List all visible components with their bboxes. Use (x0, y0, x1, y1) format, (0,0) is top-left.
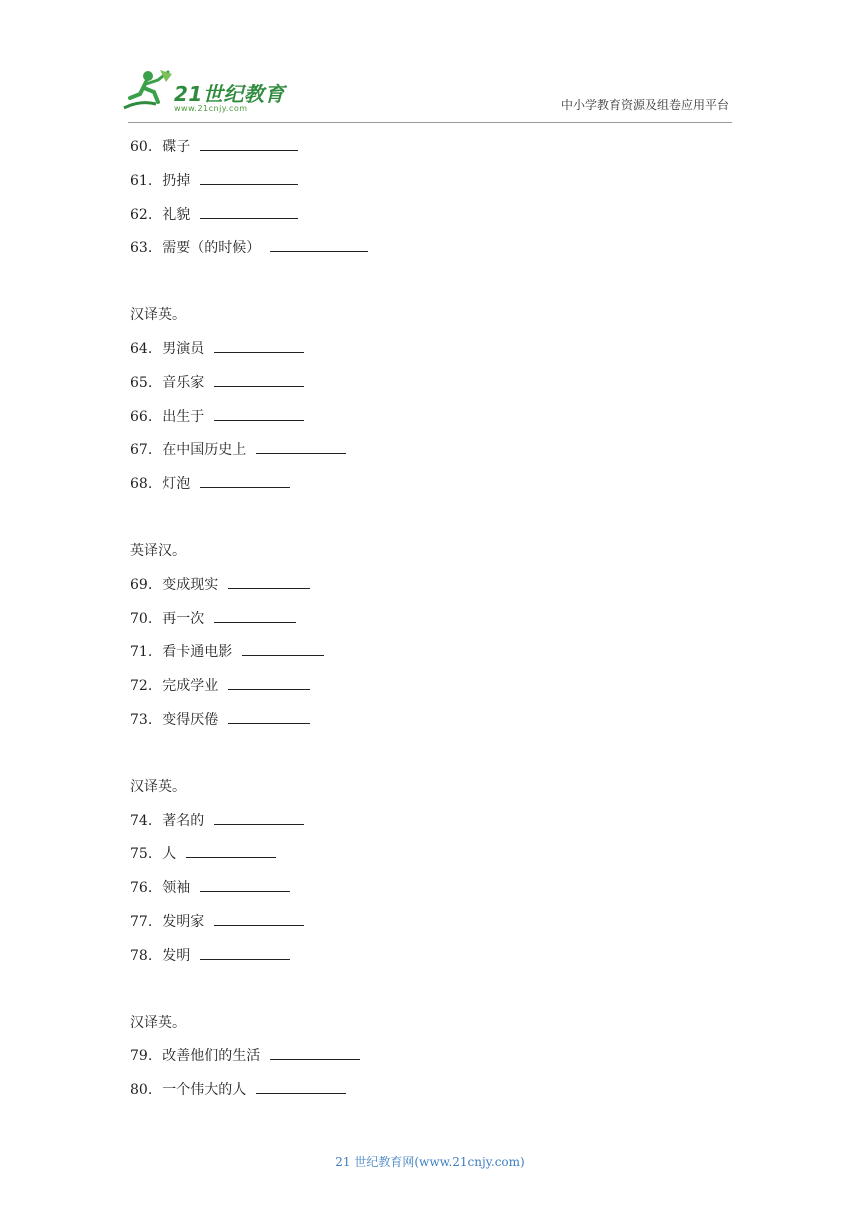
exercise-item (130, 943, 730, 977)
item-prompt: 完成学业 (162, 678, 219, 695)
item-prompt: 再一次 (162, 610, 205, 627)
item-number: 61. (130, 172, 153, 189)
item-number: 67. (130, 442, 153, 459)
item-prompt: 变成现实 (162, 576, 219, 593)
item-number: 64. (130, 340, 153, 357)
answer-blank[interactable] (214, 915, 304, 926)
item-number: 66. (130, 408, 153, 425)
exercise-item (130, 875, 730, 909)
exercise-item (130, 471, 730, 505)
answer-blank[interactable] (200, 477, 290, 488)
item-prompt: 礼貌 (162, 206, 191, 223)
answer-blank[interactable] (270, 241, 368, 252)
header-divider (128, 122, 732, 123)
exercise-item (130, 673, 730, 707)
item-number: 77. (130, 913, 153, 930)
item-prompt: 碟子 (162, 139, 191, 155)
exercise-item (130, 639, 730, 673)
exercise-item (130, 168, 730, 202)
exercise-item (130, 841, 730, 875)
section-title: 汉译英。 (130, 307, 186, 324)
exercise-item (130, 1077, 730, 1111)
exercise-list (130, 134, 730, 1111)
exercise-item (130, 404, 730, 438)
exercise-item (130, 235, 730, 269)
exercise-item (130, 572, 730, 606)
item-prompt: 人 (162, 846, 177, 863)
answer-blank[interactable] (200, 881, 290, 892)
answer-blank[interactable] (214, 612, 296, 623)
item-number: 71. (130, 644, 153, 661)
item-prompt: 扔掉 (162, 172, 191, 189)
answer-blank[interactable] (200, 949, 290, 960)
item-number: 60. (130, 139, 153, 155)
exercise-item (130, 606, 730, 640)
answer-blank[interactable] (214, 410, 304, 421)
item-prompt: 在中国历史上 (162, 442, 247, 459)
item-prompt: 领袖 (162, 880, 191, 897)
item-number: 80. (130, 1082, 153, 1099)
item-number: 62. (130, 206, 153, 223)
answer-blank[interactable] (186, 847, 276, 858)
answer-blank[interactable] (214, 814, 304, 825)
exercise-item (130, 134, 730, 168)
item-number: 63. (130, 240, 153, 257)
section-title: 英译汉。 (130, 542, 186, 559)
item-number: 72. (130, 678, 153, 695)
answer-blank[interactable] (242, 645, 324, 656)
answer-blank[interactable] (256, 1083, 346, 1094)
page-footer[interactable]: 21 世纪教育网(www.21cnjy.com) (335, 1155, 525, 1169)
item-number: 76. (130, 880, 153, 897)
exercise-item (130, 336, 730, 370)
item-prompt: 男演员 (162, 340, 205, 357)
answer-blank[interactable] (214, 342, 304, 353)
item-prompt: 著名的 (162, 812, 205, 829)
section-title: 汉译英。 (130, 1014, 186, 1031)
exercise-item (130, 707, 730, 741)
answer-blank[interactable] (200, 208, 298, 219)
exercise-item (130, 370, 730, 404)
answer-blank[interactable] (200, 174, 298, 185)
item-number: 69. (130, 576, 153, 593)
item-prompt: 看卡通电影 (162, 644, 233, 661)
item-prompt: 出生于 (162, 408, 205, 425)
item-prompt: 改善他们的生活 (162, 1048, 261, 1065)
item-prompt: 音乐家 (162, 374, 205, 391)
answer-blank[interactable] (256, 443, 346, 454)
item-prompt: 变得厌倦 (162, 711, 219, 728)
item-prompt: 灯泡 (162, 476, 191, 493)
item-prompt: 一个伟大的人 (162, 1082, 247, 1099)
section-title: 汉译英。 (130, 778, 186, 795)
answer-blank[interactable] (228, 578, 310, 589)
item-number: 74. (130, 812, 153, 829)
item-prompt: 发明 (162, 947, 191, 964)
answer-blank[interactable] (228, 679, 310, 690)
item-number: 70. (130, 610, 153, 627)
site-logo (122, 68, 292, 114)
answer-blank[interactable] (200, 140, 298, 151)
exercise-item (130, 1043, 730, 1077)
logo-text: 21世纪教育 (174, 82, 285, 106)
exercise-item (130, 808, 730, 842)
answer-blank[interactable] (270, 1049, 360, 1060)
item-number: 73. (130, 711, 153, 728)
item-number: 68. (130, 476, 153, 493)
item-number: 78. (130, 947, 153, 964)
exercise-item (130, 437, 730, 471)
item-number: 75. (130, 846, 153, 863)
exercise-item (130, 202, 730, 236)
exercise-item (130, 909, 730, 943)
logo-url: www.21cnjy.com (174, 104, 248, 113)
answer-blank[interactable] (214, 376, 304, 387)
header-tagline: 中小学教育资源及组卷应用平台 (560, 98, 729, 112)
runner-logo-icon (122, 68, 174, 114)
item-prompt: 发明家 (162, 913, 205, 930)
item-number: 79. (130, 1048, 153, 1065)
item-number: 65. (130, 374, 153, 391)
page-header (0, 0, 860, 125)
item-prompt: 需要（的时候） (162, 240, 261, 257)
answer-blank[interactable] (228, 713, 310, 724)
